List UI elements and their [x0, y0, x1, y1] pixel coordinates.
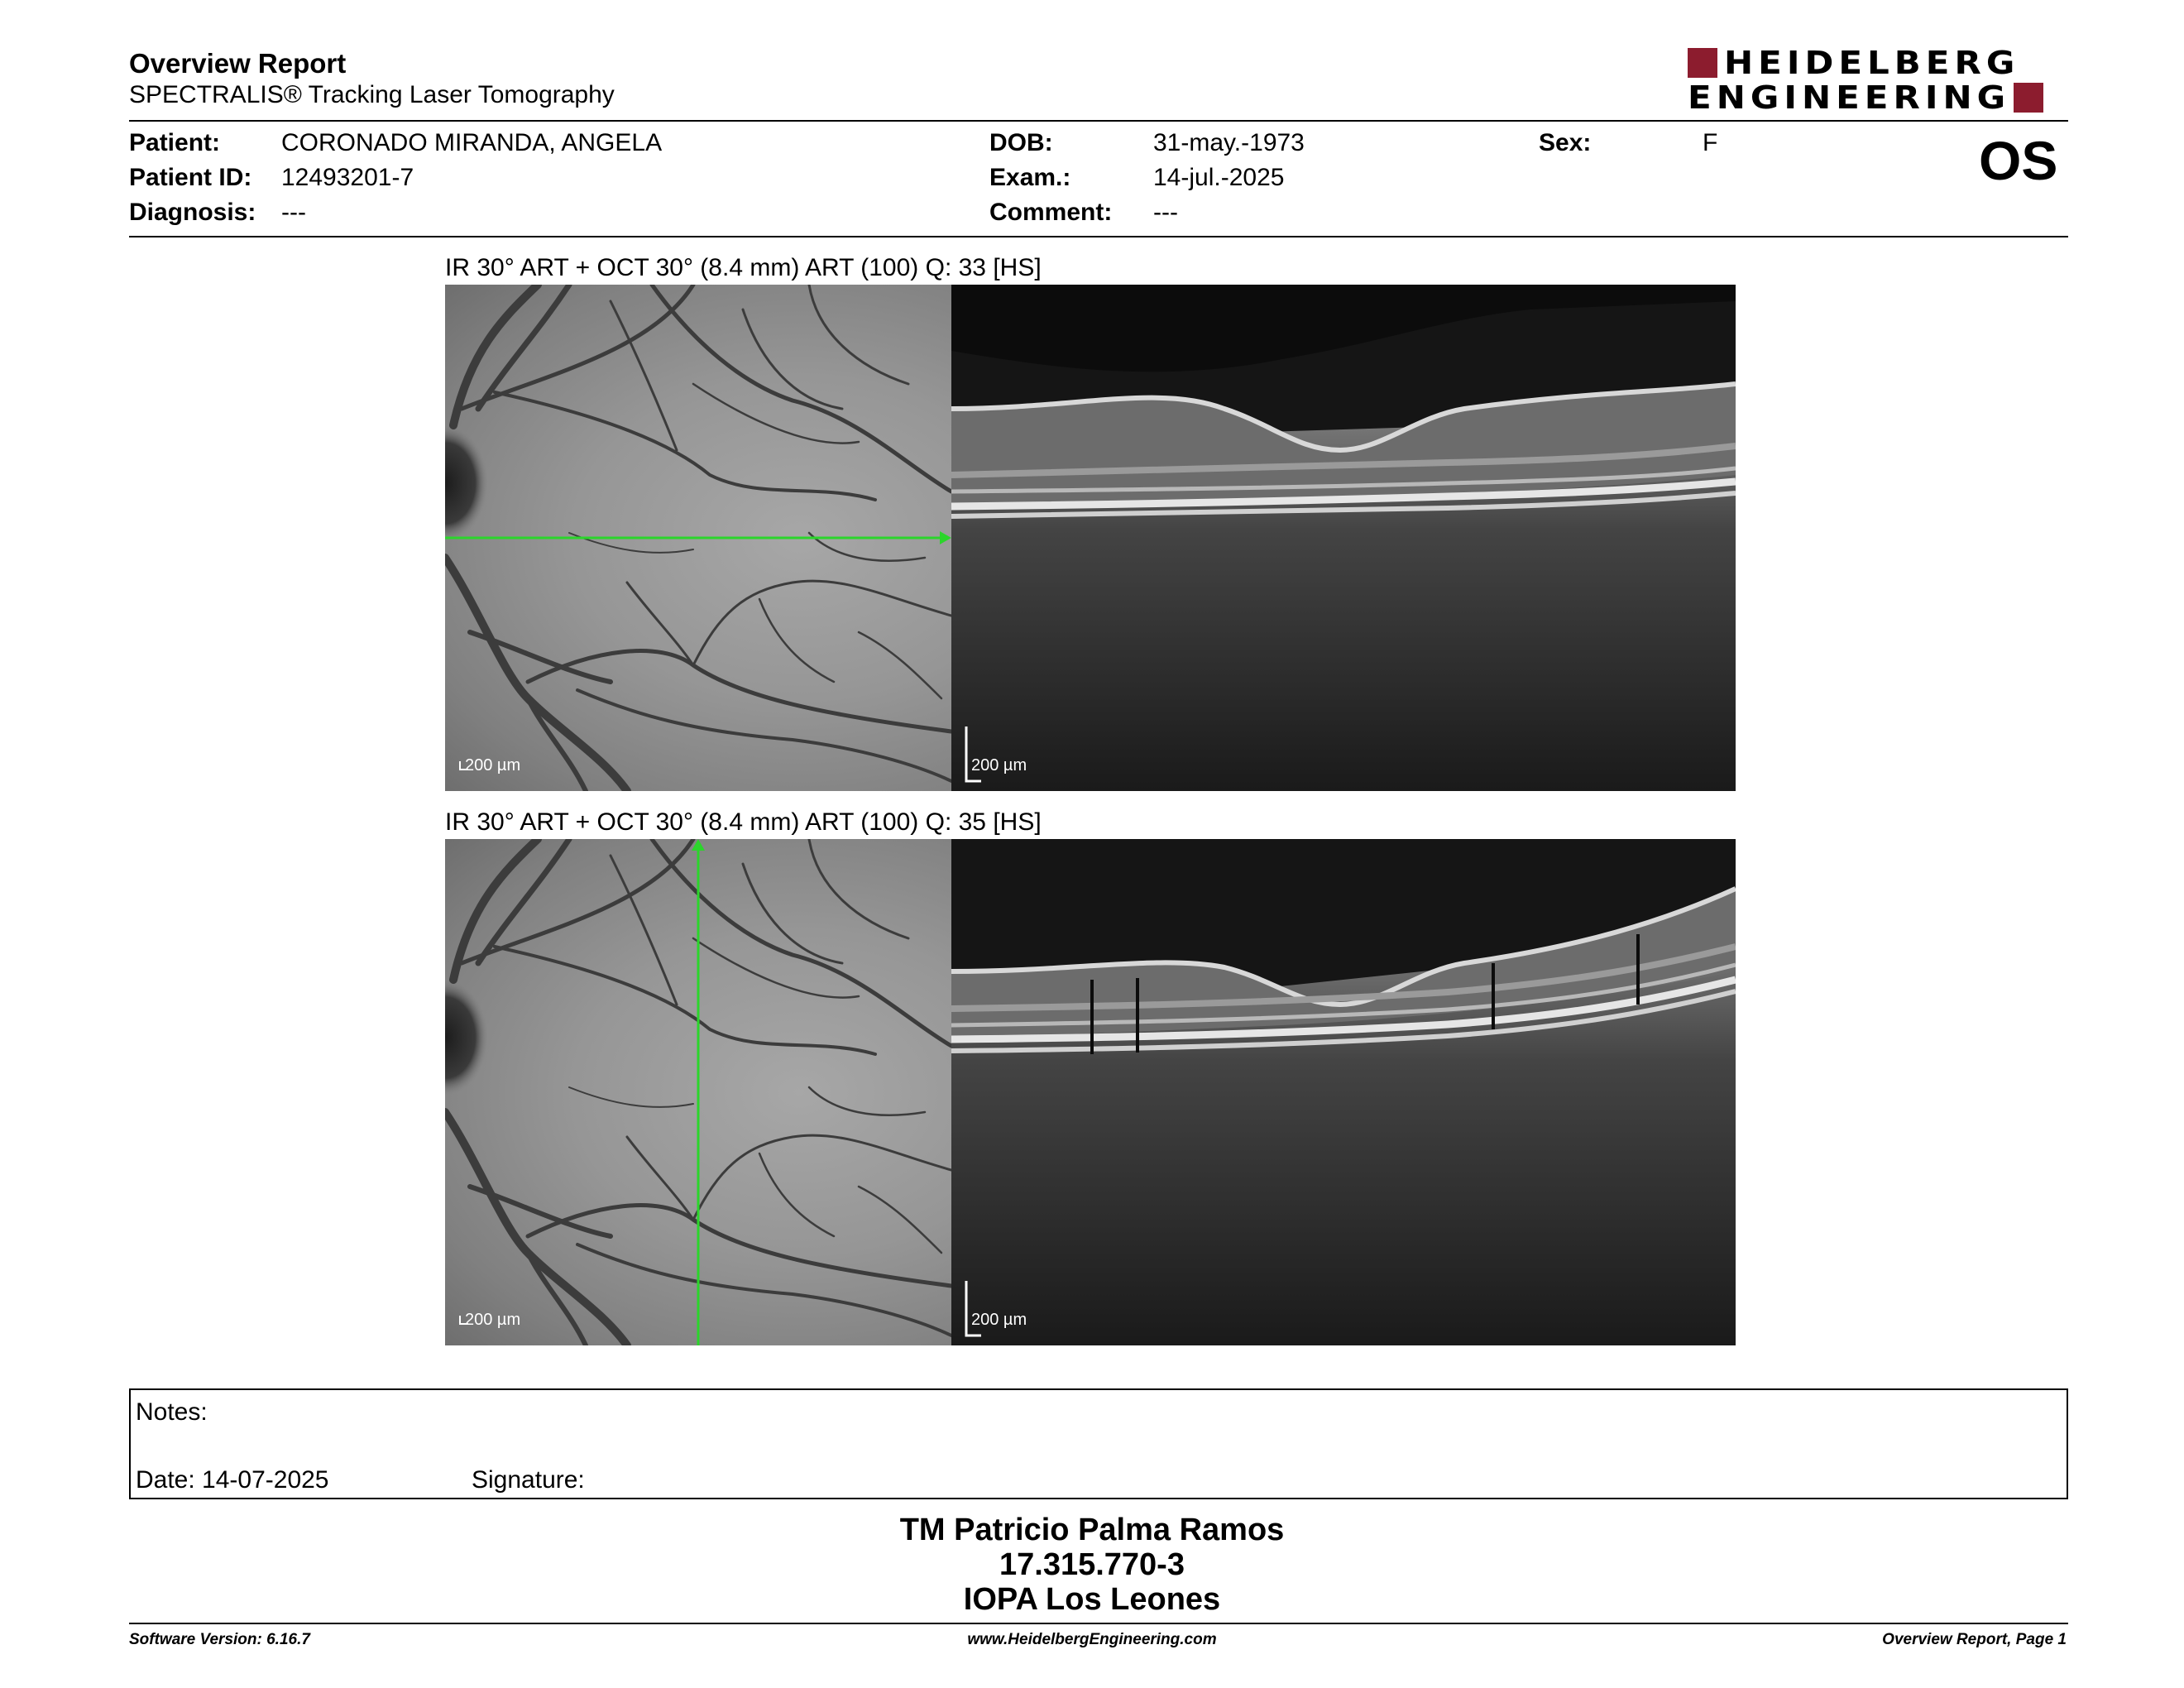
- technician-name: TM Patricio Palma Ramos: [899, 1513, 1285, 1547]
- exam-label: Exam.:: [989, 164, 1071, 191]
- notes-box: [129, 1388, 2068, 1499]
- technician-id: 17.315.770-3: [999, 1547, 1185, 1582]
- logo-line2: ENGINEERING: [1688, 79, 2011, 117]
- patient-id-label: Patient ID:: [129, 164, 252, 191]
- eye-indicator: OS: [1979, 130, 2058, 191]
- software-version: Software Version: 6.16.7: [129, 1631, 310, 1648]
- scan-caption: IR 30° ART + OCT 30° (8.4 mm) ART (100) Q: 33 [HS]: [445, 254, 1042, 281]
- diagnosis-value: ---: [281, 199, 306, 226]
- patient-divider: [129, 236, 2068, 237]
- report-subtitle: SPECTRALIS® Tracking Laser Tomography: [129, 81, 615, 108]
- header-divider: [129, 120, 2068, 122]
- sex-label: Sex:: [1539, 129, 1592, 156]
- dob-label: DOB:: [989, 129, 1053, 156]
- oct-bscan-image: [951, 839, 1736, 1345]
- dob-value: 31-may.-1973: [1153, 129, 1305, 156]
- ir-fundus-image: [445, 285, 951, 791]
- patient-id-value: 12493201-7: [281, 164, 414, 191]
- ir-fundus-image: [445, 839, 951, 1345]
- logo-square-icon: [1688, 48, 1717, 78]
- technician-institution: IOPA Los Leones: [963, 1582, 1221, 1617]
- scan-caption: IR 30° ART + OCT 30° (8.4 mm) ART (100) Q: 35 [HS]: [445, 808, 1042, 836]
- date-label: Date: 14-07-2025: [136, 1466, 329, 1494]
- oct-bscan-image: [951, 285, 1736, 791]
- oct-scale-label: 200 µm: [971, 1311, 1027, 1329]
- exam-value: 14-jul.-2025: [1153, 164, 1285, 191]
- ir-scale-label: 200 µm: [465, 756, 521, 774]
- notes-label: Notes:: [136, 1398, 208, 1426]
- logo-line1: HEIDELBERG: [1724, 44, 2020, 82]
- footer-divider: [129, 1623, 2068, 1624]
- page-number: Overview Report, Page 1: [1882, 1631, 2067, 1648]
- logo-square-icon: [2014, 83, 2043, 113]
- comment-label: Comment:: [989, 199, 1113, 226]
- comment-value: ---: [1153, 199, 1178, 226]
- signature-label: Signature:: [472, 1466, 585, 1494]
- report-title: Overview Report: [129, 48, 347, 79]
- oct-scale-label: 200 µm: [971, 756, 1027, 774]
- website-link[interactable]: www.HeidelbergEngineering.com: [967, 1631, 1217, 1648]
- diagnosis-label: Diagnosis:: [129, 199, 256, 226]
- patient-label: Patient:: [129, 129, 221, 156]
- sex-value: F: [1703, 129, 1718, 156]
- patient-name: CORONADO MIRANDA, ANGELA: [281, 129, 663, 156]
- ir-scale-label: 200 µm: [465, 1311, 521, 1329]
- heidelberg-logo: [1688, 46, 2068, 117]
